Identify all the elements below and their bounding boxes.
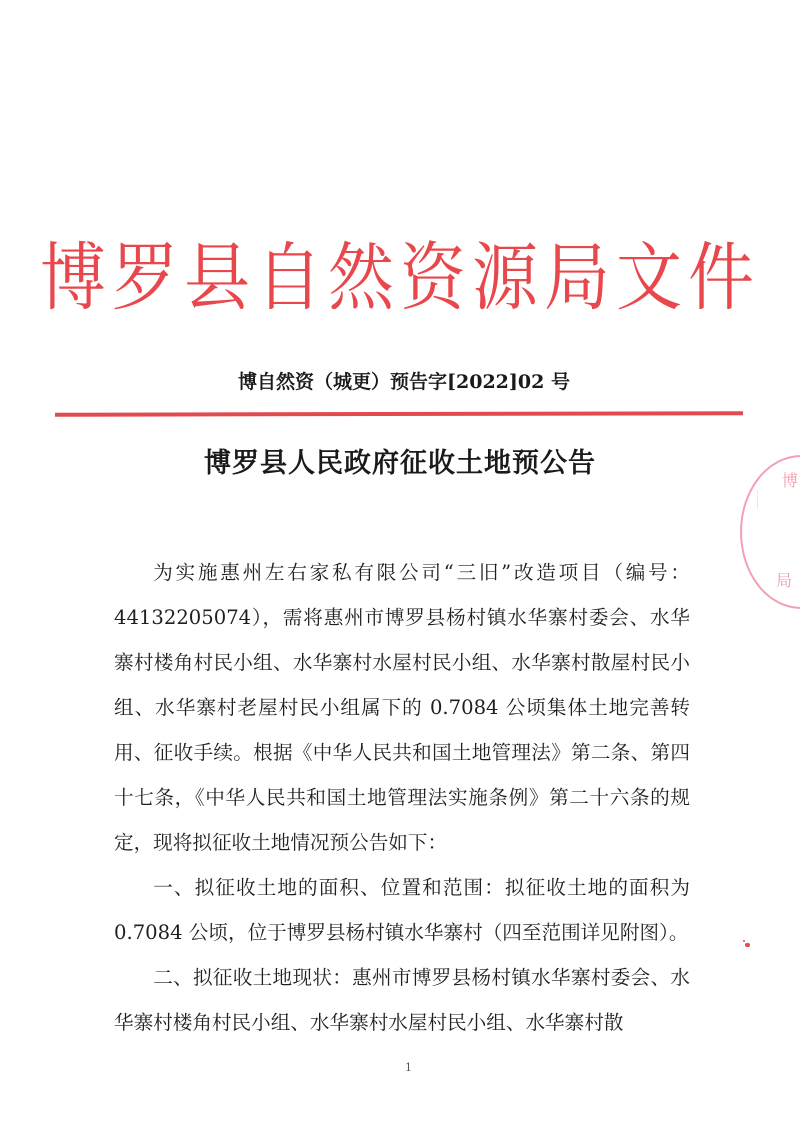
page-number: 1 (405, 1061, 412, 1074)
seal-character: 博 (782, 471, 799, 490)
body-paragraph-area: 一、拟征收土地的面积、位置和范围：拟征收土地的面积为 0.7084 公顷，位于博罗县杨村镇水华寨村（四至范围详见附图）。 (114, 876, 690, 944)
body-paragraph-status: 二、拟征收土地现状：惠州市博罗县杨村镇水华寨村委会、水华寨村楼角村民小组、水华寨村水屋村民小组、水华寨村散 (114, 966, 690, 1034)
body-paragraph-intro: 为实施惠州左右家私有限公司“三旧”改造项目（编号：44132205074），需将惠州市博罗县杨村镇水华寨村委会、水华寨村楼角村民小组、水华寨村水屋村民小组、水华寨村散屋村民小组、水华寨村老屋村民小组属下的 0.7084 公顷集体土地完善转用、征收手续。根据《中华人民共和国土地管理法》第二条、第四十七条，《中华人民共和国土地管理法实施条例》第二十六条的规定，现将拟征收土地情况预公告如下： (114, 561, 690, 854)
red-divider-line (55, 411, 743, 416)
seal-character: 局 (776, 571, 793, 590)
document-number: 博自然资（城更）预告字[2022]02 号 (238, 371, 570, 393)
notice-body (114, 550, 690, 1045)
stray-ink-mark (745, 943, 750, 947)
notice-title: 博罗县人民政府征收土地预公告 (204, 448, 596, 479)
stray-ink-mark (743, 940, 745, 942)
seal-serial-dots: ·········· (753, 490, 760, 510)
masthead-title: 博罗县自然资源局文件 (40, 234, 760, 321)
